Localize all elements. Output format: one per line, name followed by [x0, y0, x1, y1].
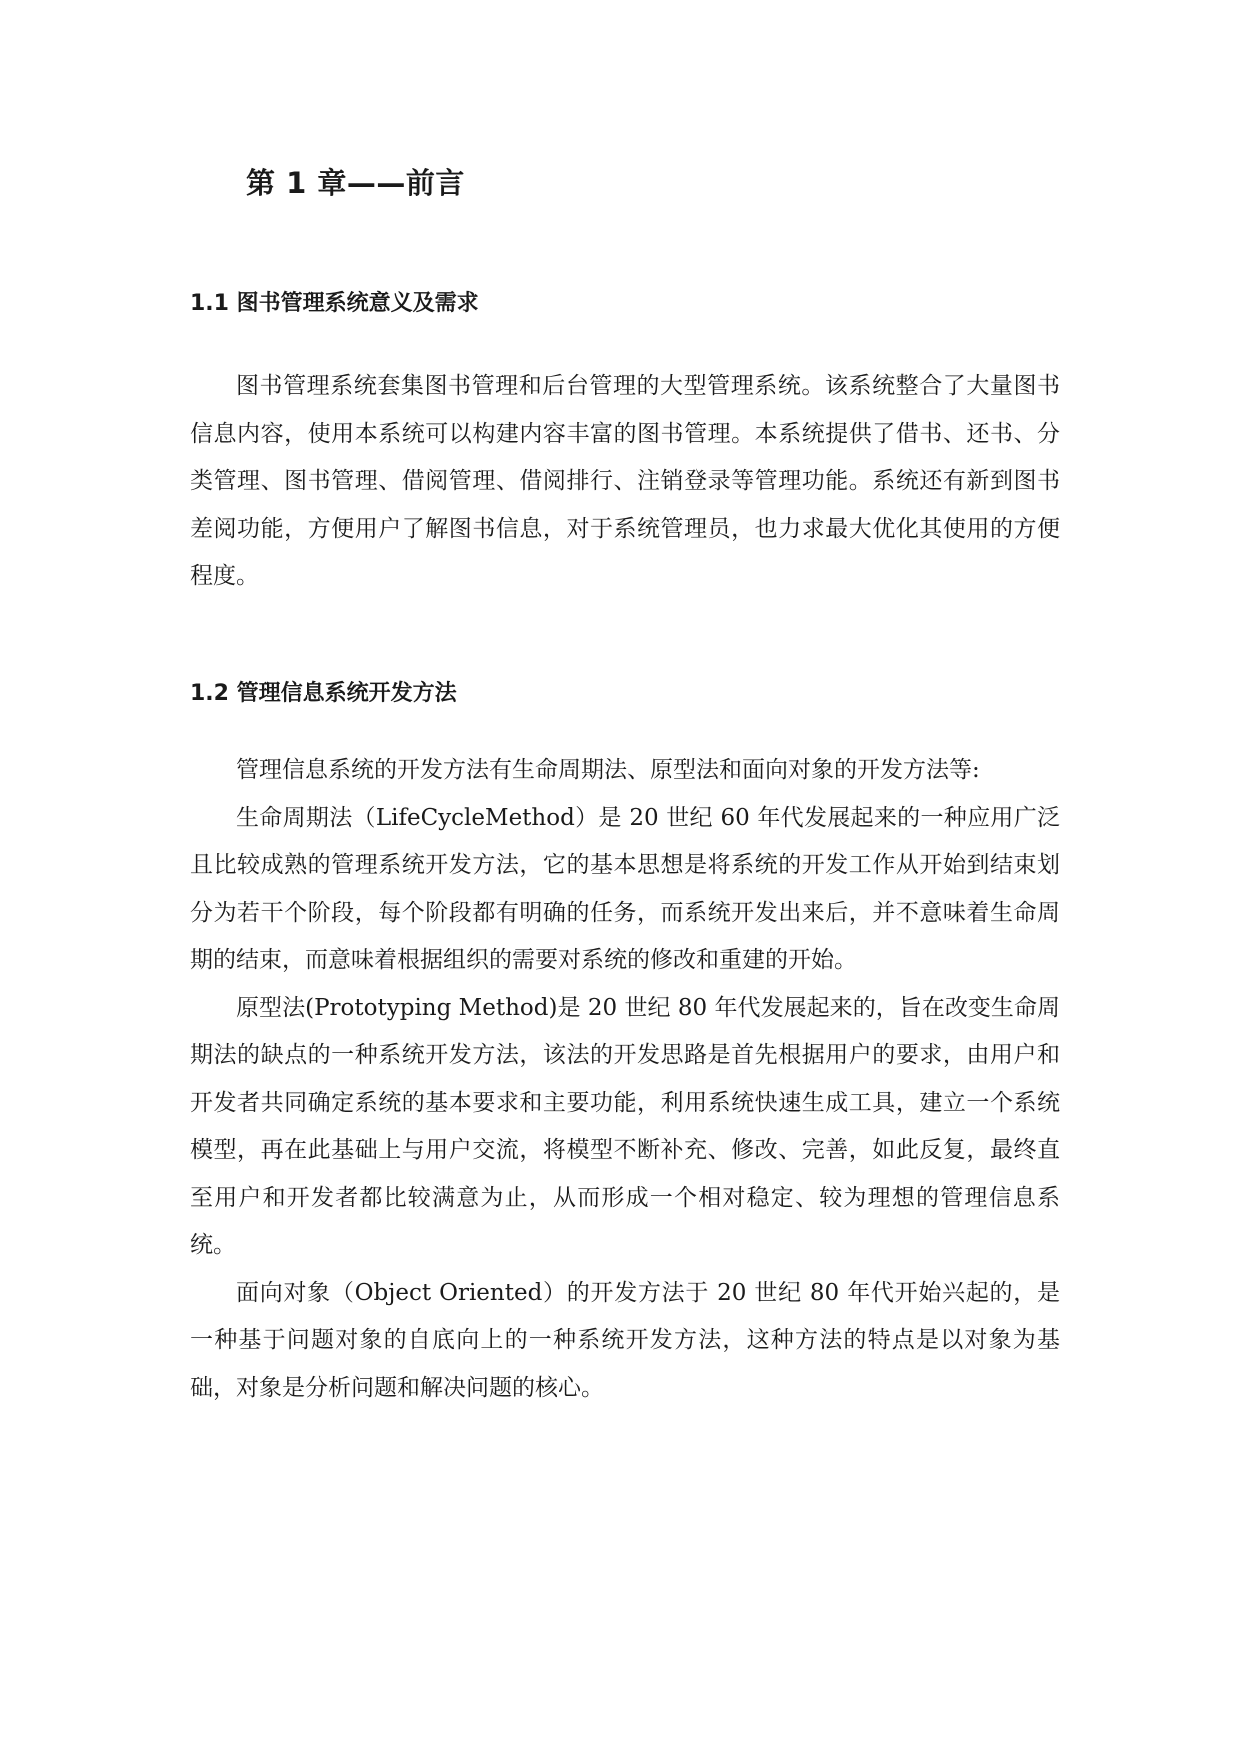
section-heading-1-1: 1.1 图书管理系统意义及需求 [190, 291, 479, 316]
paragraph-object-oriented-method: 面向对象（Object Oriented）的开发方法于 20 世纪 80 年代开始兴起的，是一种基于问题对象的自底向上的一种系统开发方法，这种方法的特点是以对象为基础，对象是分析问题和解决问题的核心。 [190, 1279, 1060, 1401]
section-heading-1-2: 1.2 管理信息系统开发方法 [190, 681, 457, 706]
chapter-title: 第 1 章——前言 [246, 166, 465, 200]
paragraph-lifecycle-method: 生命周期法（LifeCycleMethod）是 20 世纪 60 年代发展起来的一种应用广泛且比较成熟的管理系统开发方法，它的基本思想是将系统的开发工作从开始到结束划分为若干个阶段，每个阶段都有明确的任务，而系统开发出来后，并不意味着生命周期的结束，而意味着根据组织的需要对系统的修改和重建的开始。 [190, 804, 1060, 973]
paragraph-prototyping-method: 原型法(Prototyping Method)是 20 世纪 80 年代发展起来的，旨在改变生命周期法的缺点的一种系统开发方法，该法的开发思路是首先根据用户的要求，由用户和开发者共同确定系统的基本要求和主要功能，利用系统快速生成工具，建立一个系统模型，再在此基础上与用户交流，将模型不断补充、修改、完善，如此反复，最终直至用户和开发者都比较满意为止，从而形成一个相对稳定、较为理想的管理信息系统。 [190, 994, 1060, 1258]
paragraph-system-significance: 图书管理系统套集图书管理和后台管理的大型管理系统。该系统整合了大量图书信息内容，使用本系统可以构建内容丰富的图书管理。本系统提供了借书、还书、分类管理、图书管理、借阅管理、借阅排行、注销登录等管理功能。系统还有新到图书差阅功能，方便用户了解图书信息，对于系统管理员，也力求最大优化其使用的方便程度。 [190, 373, 1060, 589]
paragraph-methods-intro: 管理信息系统的开发方法有生命周期法、原型法和面向对象的开发方法等: [236, 757, 980, 783]
section-body-1-1 [190, 363, 1060, 601]
section-body-1-2 [190, 747, 1060, 1412]
